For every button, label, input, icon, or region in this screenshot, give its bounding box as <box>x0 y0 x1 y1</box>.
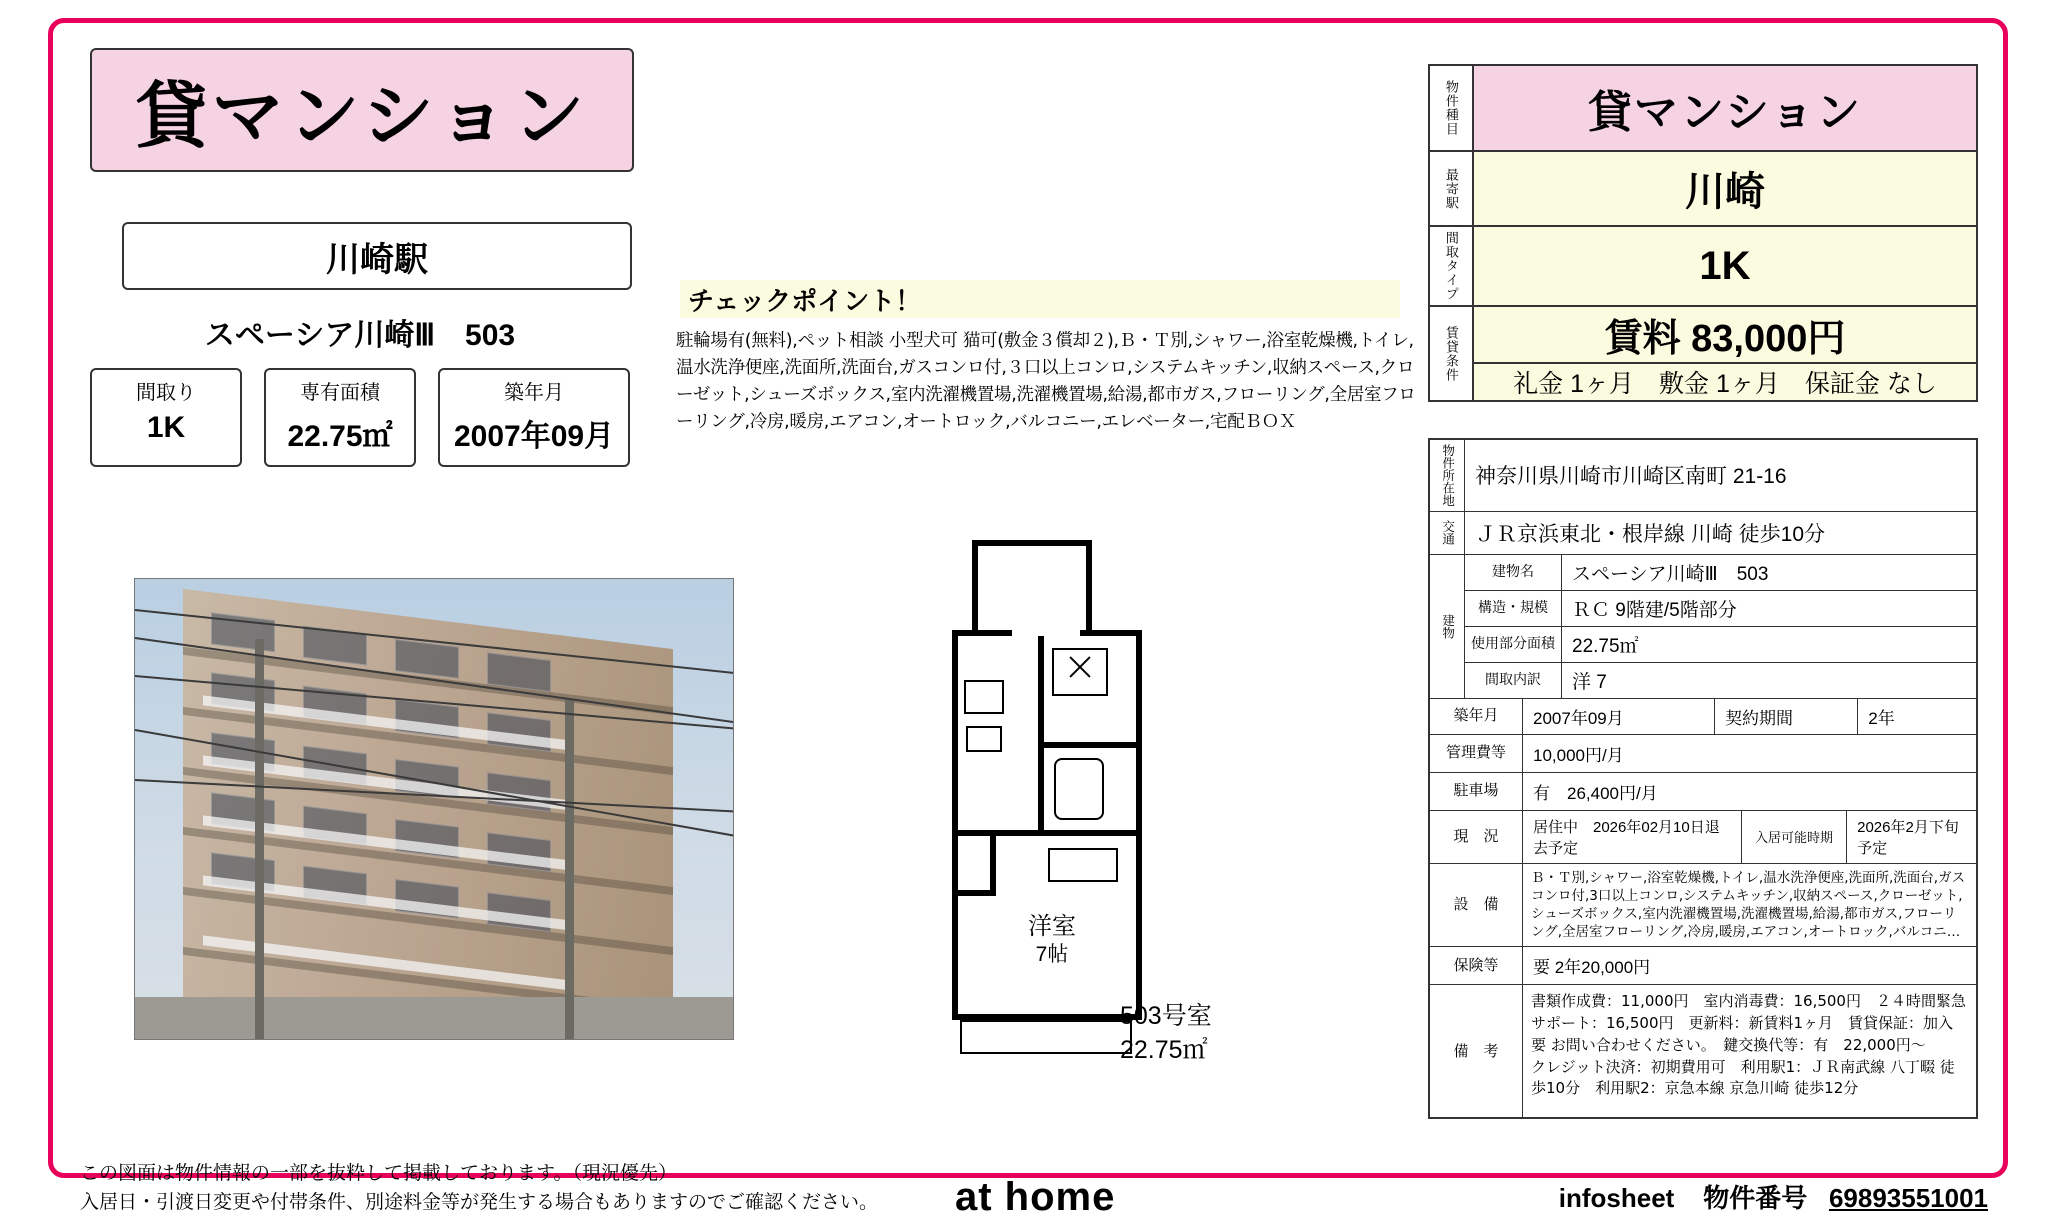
station-box <box>122 222 632 290</box>
station-text: 川崎駅 <box>326 240 428 279</box>
floor-plan <box>930 530 1210 1050</box>
detail-header-building: 建物 <box>1430 555 1465 698</box>
building-sub-label: 建物名 <box>1465 555 1562 590</box>
detail-row-parking <box>1430 773 1976 811</box>
photo-ground <box>135 997 733 1039</box>
spec-card-built <box>438 368 630 467</box>
unit-area: 22.75㎡ <box>1120 1035 1208 1064</box>
property-type-title <box>90 48 634 172</box>
detail-row-insurance <box>1430 947 1976 985</box>
summary-table <box>1428 64 1978 402</box>
building-sub-value: スペーシア川崎Ⅲ 503 <box>1572 563 1769 585</box>
checkpoint-title: チェックポイント！ <box>680 280 1400 318</box>
unit-number: 503号室 <box>1120 1002 1212 1030</box>
footer-note-line2: 入居日・引渡日変更や付帯条件、別途料金等が発生する場合もありますのでご確認ください。 <box>80 1191 879 1213</box>
property-number-value: 69893551001 <box>1828 1183 1988 1213</box>
spec-value: 22.75㎡ <box>287 420 393 453</box>
building-subrow-rooms <box>1465 663 1976 698</box>
detail-value-address: 神奈川県川崎市川崎区南町 21-16 <box>1475 465 1787 489</box>
detail-row-equipment <box>1430 864 1976 948</box>
spec-value: 2007年09月 <box>454 420 615 453</box>
checkpoint-body: 駐輪場有(無料),ペット相談 小型犬可 猫可(敷金３償却２),Ｂ・Ｔ別,シャワー,浴室乾燥機,トイレ,温水洗浄便座,洗面所,洗面台,ガスコンロ付,３口以上コンロ,システムキッチン,収納スペース,クローゼット,シューズボックス,室内洗濯機置場,洗濯機置場,給湯,都市ガス,フローリング,全居室フローリング,冷房,暖房,エアコン,オートロック,バルコニー,エレベーター,宅配ＢＯＸ <box>676 331 1416 433</box>
summary-row-value: 1K <box>1474 227 1976 305</box>
detail-header-management: 管理費等 <box>1430 735 1523 772</box>
spec-label: 間取り <box>136 382 196 404</box>
detail-value-equipment: Ｂ・Ｔ別,シャワー,浴室乾燥機,トイレ,温水洗浄便座,洗面所,洗面台,ガスコンロ付,3口以上コンロ,システムキッチン,収納スペース,クローゼット,シューズボックス,室内洗濯機置場,洗濯機置場,給湯,都市ガス,フローリング,全居室フローリング,冷房,暖房,エアコン,オートロック,バルコニ… <box>1531 869 1966 941</box>
detail-value-year: 2007年09月 <box>1533 708 1624 728</box>
building-subrow-area <box>1465 627 1976 663</box>
summary-row-header: 最寄駅 <box>1430 152 1474 225</box>
building-sub-value: 洋 7 <box>1572 671 1607 693</box>
spec-card-row <box>90 368 630 467</box>
summary-row-value: 川崎 <box>1474 152 1976 225</box>
detail-header-year: 築年月 <box>1430 699 1523 734</box>
detail-value-parking: 有 26,400円/月 <box>1533 783 1658 803</box>
infosheet-label: infosheet <box>1558 1183 1675 1213</box>
detail-header-movein: 入居可能時期 <box>1741 811 1846 863</box>
summary-row-station <box>1430 152 1976 227</box>
detail-value-remarks: 書類作成費：11,000円 室内消毒費：16,500円 ２４時間緊急サポート：16,500円 更新料：新賃料1ヶ月 賃貸保証：加入要 お問い合わせください。 鍵交換代等：有 22,000円〜 クレジット決済：初期費用可 利用駅1：ＪＲ南武線 八丁畷 徒歩10分 利用駅2：京急本線 京急川崎 徒歩12分 <box>1531 992 1966 1098</box>
detail-table <box>1428 438 1978 1119</box>
summary-row-value <box>1474 307 1976 400</box>
detail-header-status: 現 況 <box>1430 811 1523 863</box>
spec-label: 築年月 <box>504 382 565 404</box>
building-photo <box>134 578 734 1040</box>
detail-row-address <box>1430 440 1976 512</box>
summary-row-header: 物件種目 <box>1430 66 1474 150</box>
detail-row-building <box>1430 555 1976 699</box>
floor-plan-caption <box>1120 1000 1212 1068</box>
deposit-terms: 礼金 1ヶ月 敷金 1ヶ月 保証金 なし <box>1513 370 1937 398</box>
spec-value: 1K <box>146 411 186 444</box>
detail-row-status <box>1430 811 1976 864</box>
building-name-heading: スペーシア川崎Ⅲ 503 <box>204 319 516 352</box>
detail-value-movein: 2026年2月下旬予定 <box>1846 811 1976 863</box>
building-subrow-name <box>1465 555 1976 591</box>
detail-value-access: ＪＲ京浜東北・根岸線 川崎 徒歩10分 <box>1475 522 1826 546</box>
spec-card-area <box>264 368 416 467</box>
detail-header-address: 物件所在地 <box>1430 440 1465 511</box>
detail-row-access <box>1430 512 1976 555</box>
detail-value-status: 居住中 2026年02月10日退去予定 <box>1533 818 1720 857</box>
photo-utility-pole <box>565 699 574 1039</box>
photo-utility-pole <box>255 639 264 1039</box>
rent-amount: 賃料 83,000円 <box>1604 318 1846 360</box>
detail-value-management: 10,000円/月 <box>1533 745 1624 765</box>
detail-header-contract: 契約期間 <box>1714 699 1857 734</box>
detail-header-equipment: 設 備 <box>1430 864 1523 947</box>
athome-logo: at home <box>955 1175 1116 1219</box>
building-sub-value: ＲＣ 9階建/5階部分 <box>1572 599 1737 621</box>
spec-label: 専有面積 <box>300 382 380 404</box>
summary-row-header: 賃貸条件 <box>1430 307 1474 400</box>
footer-note-line1: この図面は物件情報の一部を抜粋して掲載しております。（現況優先） <box>80 1163 677 1184</box>
property-type-text: 貸マンション <box>135 74 589 158</box>
summary-row-type <box>1430 66 1976 152</box>
detail-row-management <box>1430 735 1976 773</box>
building-sub-label: 使用部分面積 <box>1465 627 1562 662</box>
detail-header-parking: 駐車場 <box>1430 773 1523 810</box>
spec-card-layout <box>90 368 242 467</box>
infosheet-footer <box>1559 1178 1988 1215</box>
detail-value-contract: 2年 <box>1857 699 1976 734</box>
building-sub-label: 間取内訳 <box>1465 663 1562 698</box>
detail-header-insurance: 保険等 <box>1430 947 1523 984</box>
summary-row-value: 貸マンション <box>1474 66 1976 150</box>
detail-row-year <box>1430 699 1976 735</box>
summary-row-layout <box>1430 227 1976 307</box>
building-subrow-structure <box>1465 591 1976 627</box>
detail-header-access: 交通 <box>1430 512 1465 554</box>
room-label: 洋室 <box>1028 913 1076 940</box>
property-number-label: 物件番号 <box>1703 1183 1808 1213</box>
detail-header-remarks: 備 考 <box>1430 985 1523 1117</box>
summary-row-rent <box>1430 307 1976 400</box>
summary-row-header: 間取タイプ <box>1430 227 1474 305</box>
building-sub-value: 22.75㎡ <box>1572 635 1639 657</box>
building-sub-label: 構造・規模 <box>1465 591 1562 626</box>
detail-row-remarks <box>1430 985 1976 1117</box>
footer-note <box>80 1160 878 1217</box>
room-size: 7帖 <box>1035 943 1069 966</box>
detail-value-insurance: 要 2年20,000円 <box>1533 958 1651 978</box>
